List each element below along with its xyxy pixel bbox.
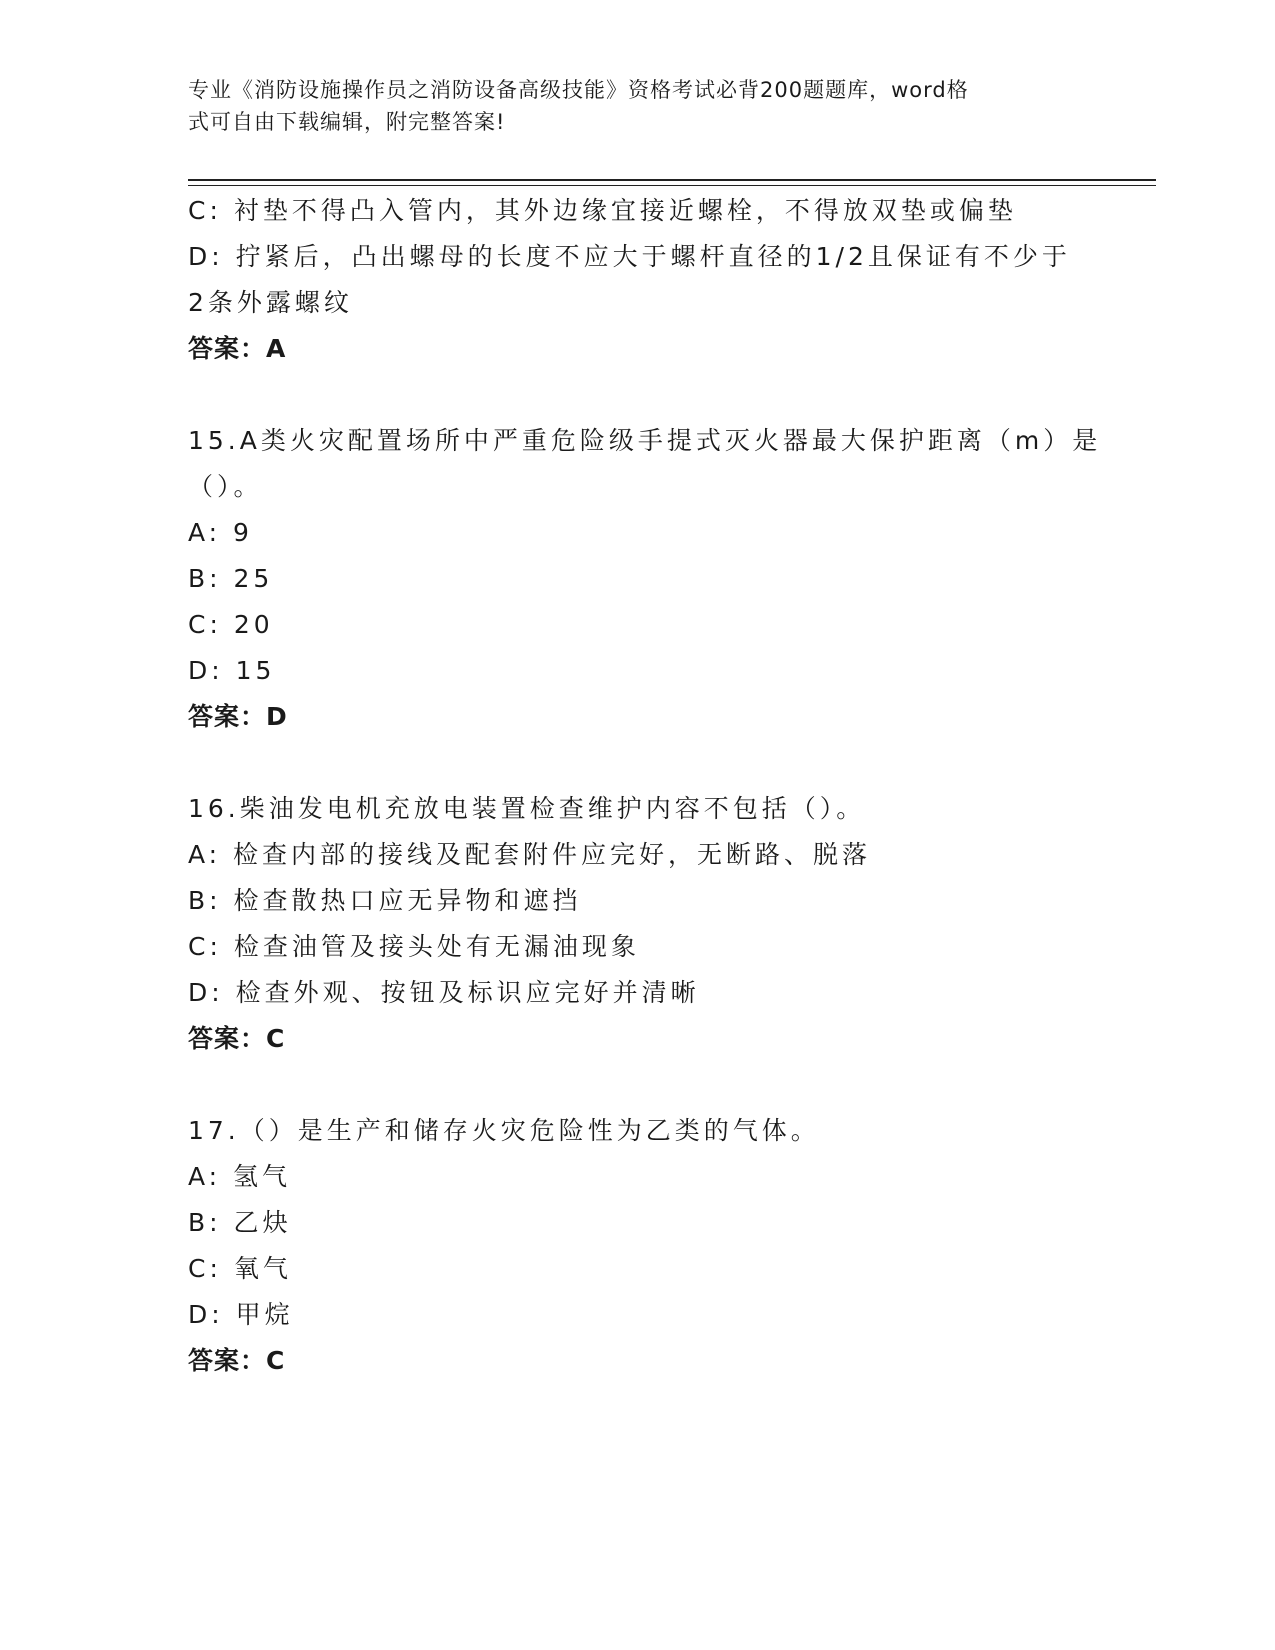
question-16-stem: 16.柴油发电机充放电装置检查维护内容不包括（）。 bbox=[188, 794, 866, 823]
question-16-option-b: B: 检查散热口应无异物和遮挡 bbox=[188, 886, 582, 915]
header-line-1: 专业《消防设施操作员之消防设备高级技能》资格考试必背200题题库，word格 bbox=[188, 78, 969, 102]
header-rule-thin bbox=[188, 185, 1156, 186]
question-15-option-b: B: 25 bbox=[188, 564, 274, 593]
prev-option-d: D: 拧紧后，凸出螺母的长度不应大于螺杆直径的1/2且保证有不少于 bbox=[188, 242, 1071, 271]
question-15-option-d: D: 15 bbox=[188, 656, 276, 685]
document-body bbox=[188, 188, 1102, 1384]
document-header bbox=[188, 74, 1068, 138]
question-15-stem-cont: （）。 bbox=[188, 472, 263, 501]
question-17-option-d: D: 甲烷 bbox=[188, 1300, 294, 1329]
question-16-answer: 答案：C bbox=[188, 1024, 286, 1053]
question-16-option-a: A: 检查内部的接线及配套附件应完好，无断路、脱落 bbox=[188, 840, 872, 869]
question-15-answer: 答案：D bbox=[188, 702, 288, 731]
question-15-option-c: C: 20 bbox=[188, 610, 274, 639]
question-17-answer: 答案：C bbox=[188, 1346, 286, 1375]
prev-option-c: C: 衬垫不得凸入管内，其外边缘宜接近螺栓，不得放双垫或偏垫 bbox=[188, 196, 1017, 225]
question-15-stem: 15.A类火灾配置场所中严重危险级手提式灭火器最大保护距离（m）是 bbox=[188, 426, 1102, 455]
header-line-2: 式可自由下载编辑，附完整答案! bbox=[188, 110, 506, 134]
header-rule-thick bbox=[188, 179, 1156, 181]
question-17-option-a: A: 氢气 bbox=[188, 1162, 292, 1191]
prev-answer: 答案：A bbox=[188, 334, 287, 363]
question-17-option-c: C: 氧气 bbox=[188, 1254, 292, 1283]
question-16-option-d: D: 检查外观、按钮及标识应完好并清晰 bbox=[188, 978, 700, 1007]
question-17-option-b: B: 乙炔 bbox=[188, 1208, 292, 1237]
question-16-option-c: C: 检查油管及接头处有无漏油现象 bbox=[188, 932, 640, 961]
question-15-option-a: A: 9 bbox=[188, 518, 253, 547]
question-17-stem: 17.（）是生产和储存火灾危险性为乙类的气体。 bbox=[188, 1116, 820, 1145]
prev-option-d-cont: 2条外露螺纹 bbox=[188, 288, 353, 317]
spacer bbox=[188, 1062, 1088, 1108]
spacer bbox=[188, 740, 1088, 786]
spacer bbox=[188, 372, 1088, 418]
